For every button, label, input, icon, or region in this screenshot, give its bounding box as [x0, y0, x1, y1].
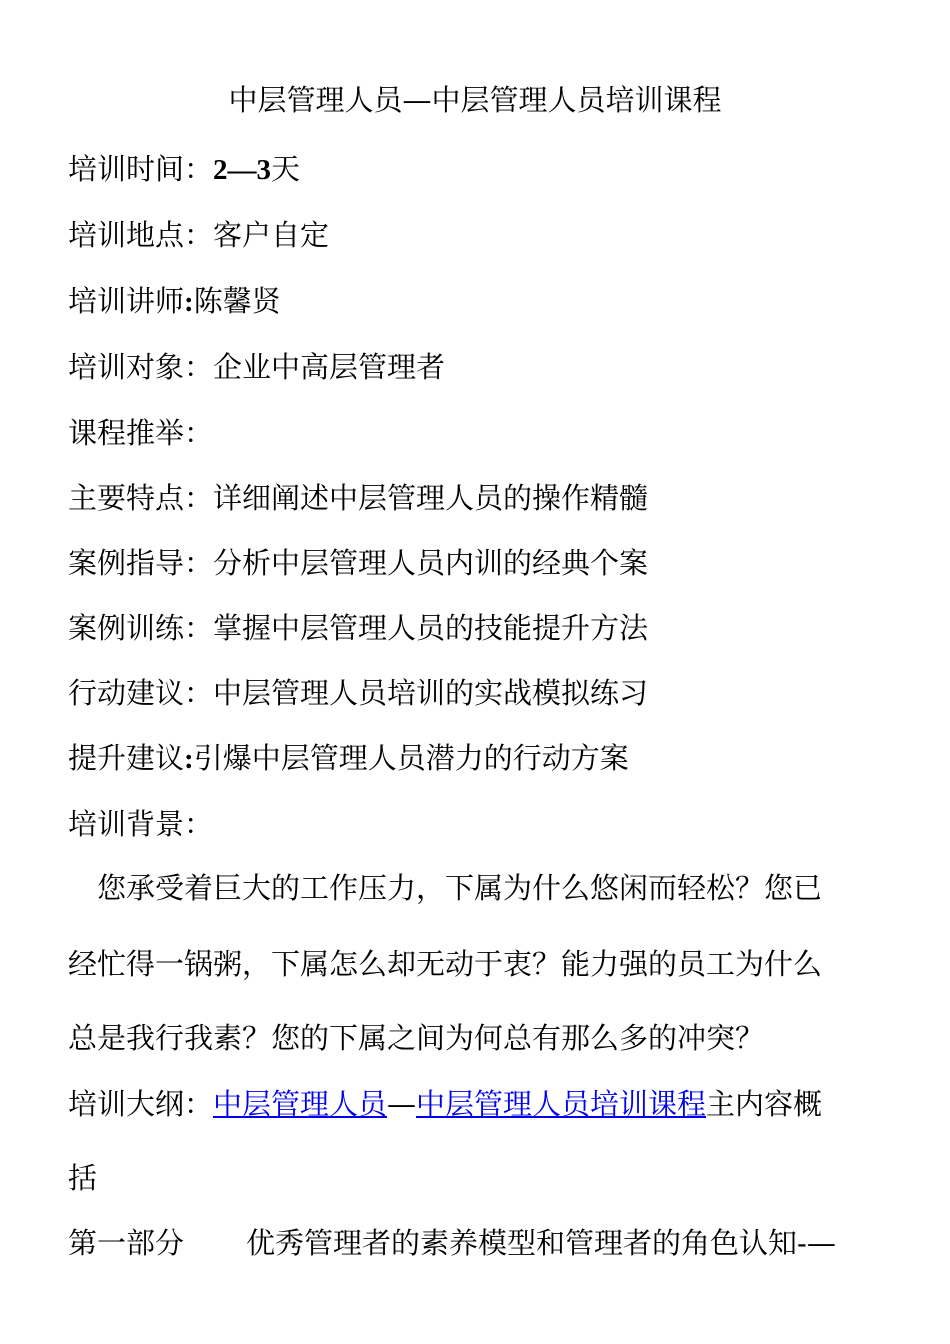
suggest-label: 提升建议	[68, 741, 185, 775]
lecturer-colon: :	[184, 286, 194, 318]
training-time-label: 培训时间：	[68, 152, 214, 186]
outline-wrap: 括	[68, 1161, 98, 1195]
outline-link-training-course[interactable]: 中层管理人员培训课程	[416, 1087, 707, 1121]
lecturer-name: 陈馨贤	[193, 284, 281, 318]
suggest-colon: :	[184, 743, 194, 775]
outline-link-middle-managers[interactable]: 中层管理人员	[213, 1087, 388, 1121]
lecturer-label: 培训讲师	[68, 284, 185, 318]
page-title: 中层管理人员—中层管理人员培训课程	[228, 83, 722, 117]
outline-line	[68, 1082, 882, 1126]
feature-action: 行动建议：中层管理人员培训的实战模拟练习	[68, 676, 649, 710]
training-time-value: 2—3	[213, 154, 272, 186]
background-label: 培训背景：	[68, 807, 214, 841]
training-audience: 培训对象：企业中高层管理者	[68, 350, 446, 384]
course-recommend: 课程推举：	[68, 416, 214, 450]
part-one	[68, 1221, 882, 1265]
feature-case-guide: 案例指导：分析中层管理人员内训的经典个案	[68, 546, 649, 580]
suggest-text: 引爆中层管理人员潜力的行动方案	[193, 741, 629, 775]
outline-tail: 主内容概	[706, 1087, 823, 1121]
background-line-3: 总是我行我素？您的下属之间为何总有那么多的冲突？	[68, 1021, 765, 1055]
training-lecturer	[68, 279, 882, 324]
feature-main: 主要特点：详细阐述中层管理人员的操作精髓	[68, 481, 649, 515]
feature-case-training: 案例训练：掌握中层管理人员的技能提升方法	[68, 611, 649, 645]
training-time-unit: 天	[271, 152, 301, 186]
part-one-text: 优秀管理者的素养模型和管理者的角色认知-—	[246, 1226, 836, 1260]
feature-suggest	[68, 736, 882, 781]
training-time	[68, 147, 882, 192]
background-line-2: 经忙得一锅粥，下属怎么却无动于衷？能力强的员工为什么	[68, 947, 823, 981]
outline-dash: —	[387, 1087, 417, 1121]
outline-label: 培训大纲：	[68, 1087, 214, 1121]
background-line-1: 您承受着巨大的工作压力，下属为什么悠闲而轻松？您已	[68, 871, 823, 905]
training-place: 培训地点：客户自定	[68, 218, 330, 252]
part-one-label: 第一部分	[68, 1226, 185, 1260]
